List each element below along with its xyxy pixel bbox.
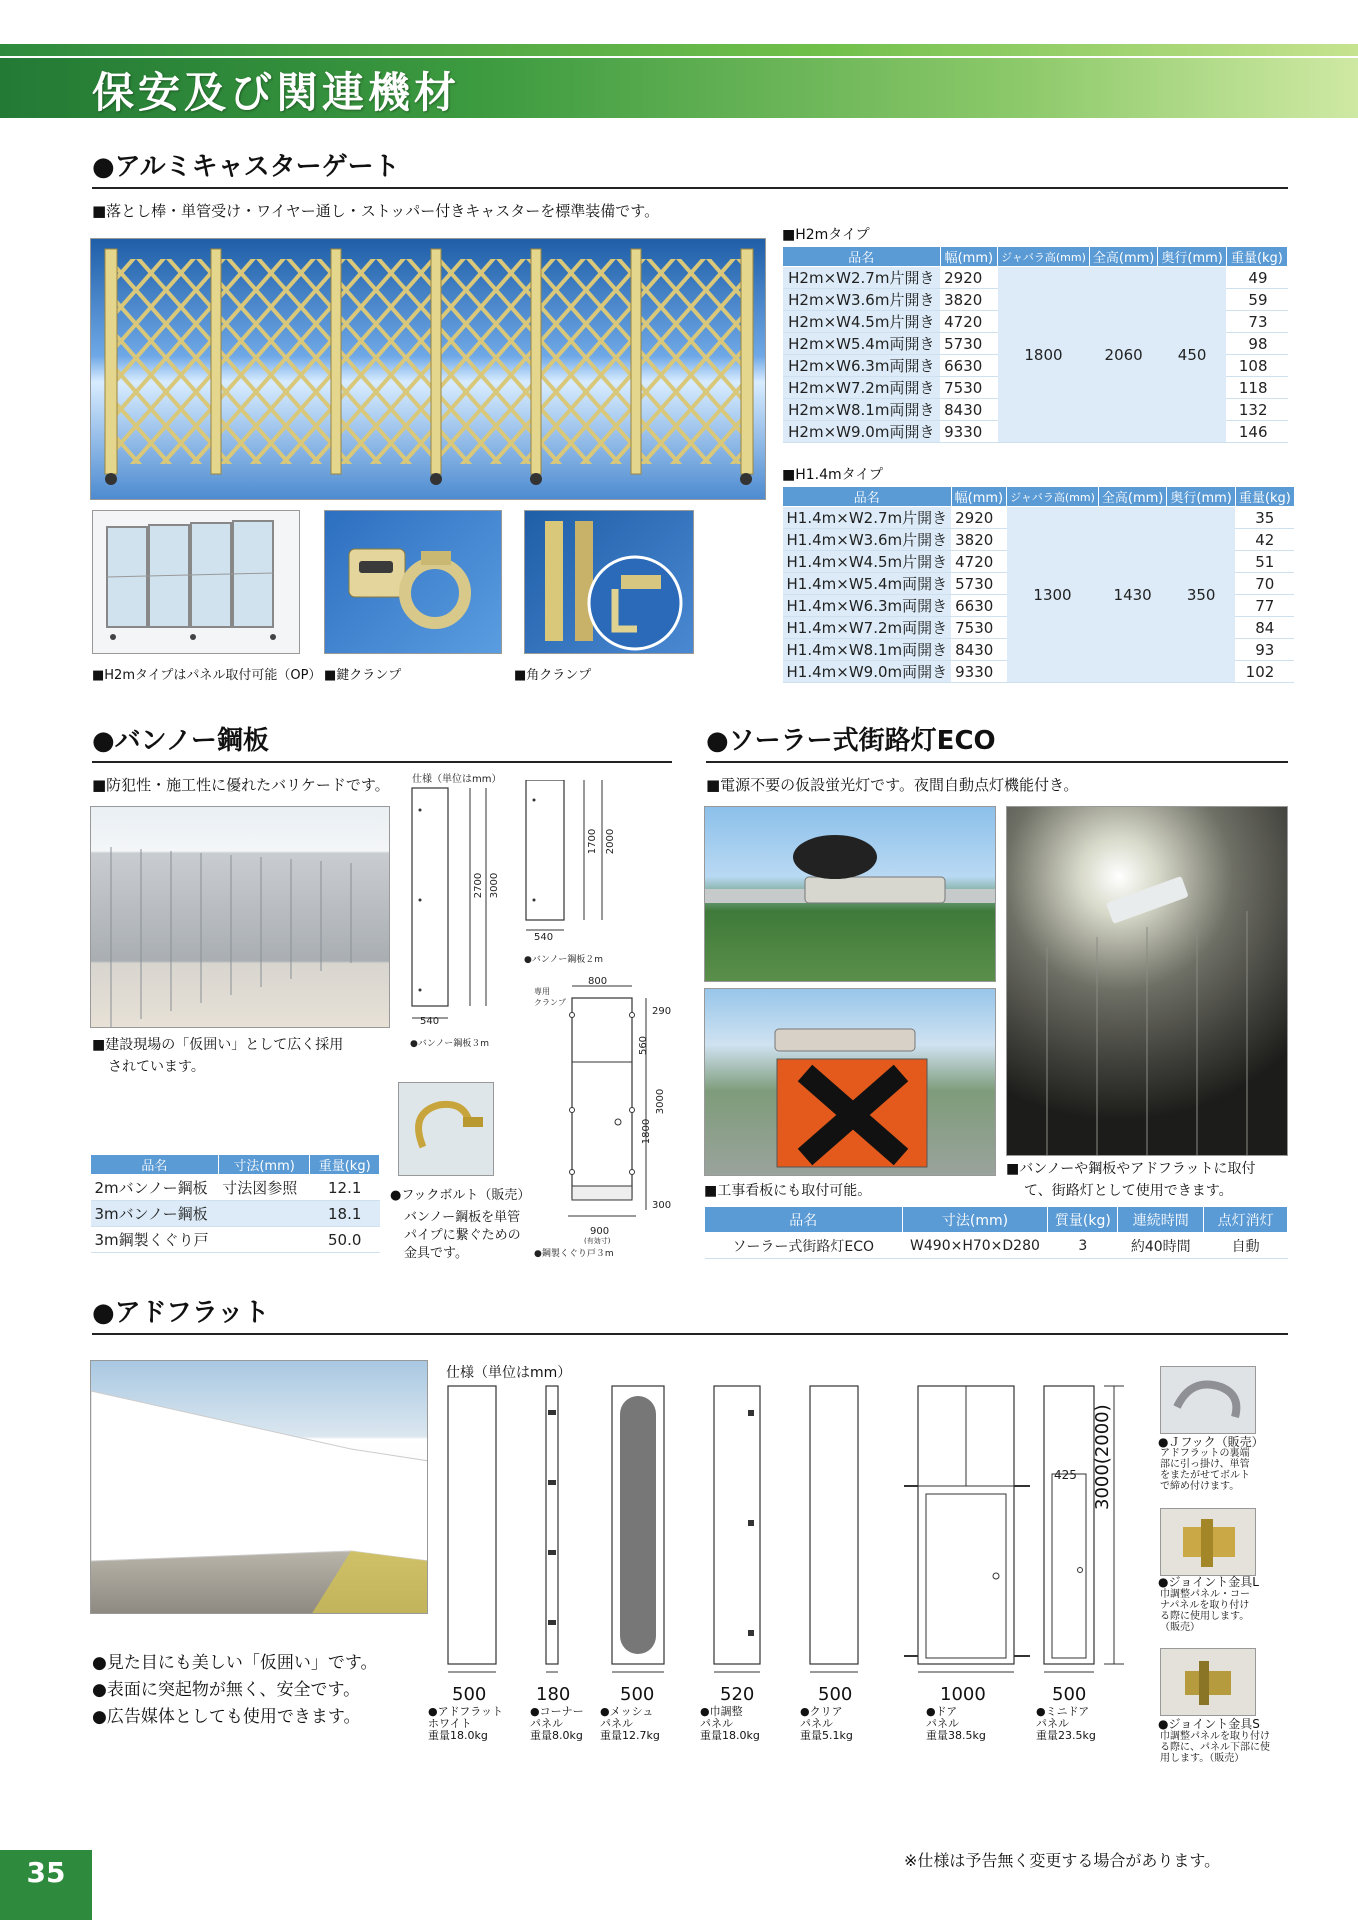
table-row	[705, 1233, 1288, 1259]
cell-name: 3mバンノー鋼板	[91, 1201, 219, 1227]
panel-width-mini-door: 500	[1052, 1684, 1087, 1705]
col-header: 全高(mm)	[1098, 487, 1166, 507]
joint-l-desc: 巾調整パネル・コー ナパネルを取り付け る際に使用します。 （販売）	[1160, 1589, 1250, 1633]
table-header-row	[705, 1207, 1288, 1233]
cell-weight: 98	[1226, 333, 1287, 355]
cell-weight: 77	[1235, 595, 1294, 617]
panel-label-corner: ●コーナー パネル 重量8.0kg	[530, 1705, 584, 1742]
cell-auto: 自動	[1204, 1233, 1288, 1259]
hook-bolt-desc-3: 金具です。	[404, 1246, 468, 1261]
cell-name: H2m×W9.0m両開き	[783, 421, 941, 443]
section-heading-solar: ●ソーラー式街路灯ECO	[706, 720, 1288, 763]
joint-s-title: ●ジョイント金具S	[1158, 1717, 1260, 1731]
cell-width: 4720	[951, 551, 1006, 573]
panel-label-adjust: ●巾調整 パネル 重量18.0kg	[700, 1705, 760, 1742]
cell-name: H2m×W8.1m両開き	[783, 399, 941, 421]
adflat-height-dim: 3000(2000)	[1092, 1404, 1113, 1510]
col-header: 奥行(mm)	[1167, 487, 1235, 507]
adflat-bullet-3: ●広告媒体としても使用できます。	[92, 1707, 361, 1727]
cell-width: 3820	[940, 289, 997, 311]
cell-width: 3820	[951, 529, 1006, 551]
solar-spec-table	[704, 1206, 1288, 1259]
h14-spec-table	[782, 486, 1295, 683]
solar-light-night-photo	[1006, 806, 1288, 1156]
col-header: 重量(kg)	[1226, 247, 1287, 267]
col-header: 点灯消灯	[1204, 1207, 1288, 1233]
cell-name: H1.4m×W2.7m片開き	[783, 507, 952, 529]
j-hook-desc: アドフラットの裏端 部に引っ掛け、単管 をまたがせてボルト で締め付けます。	[1160, 1448, 1250, 1492]
col-header: 幅(mm)	[951, 487, 1006, 507]
page-number: 35	[0, 1850, 92, 1920]
table-header-row	[91, 1155, 380, 1175]
banno-spec-title: 仕様（単位はmm）	[412, 774, 502, 785]
cell-weight: 84	[1235, 617, 1294, 639]
dim-3m-width: 540	[420, 1016, 440, 1027]
dim-3m-h1: 2700	[473, 872, 485, 899]
page-title: 保安及び関連機材	[92, 68, 461, 117]
cell-width: 6630	[940, 355, 997, 377]
section-heading-banno: ●バンノー鋼板	[92, 720, 672, 763]
cell-name: 2mバンノー鋼板	[91, 1175, 219, 1201]
dim-2m-label: ●バンノー鋼板２m	[524, 955, 603, 965]
dim-door-d3: 1800	[641, 1118, 653, 1145]
panel-width-corner: 180	[536, 1684, 571, 1705]
table-header-row	[783, 247, 1288, 267]
cell-jabara: 1800	[998, 267, 1090, 443]
adflat-spec-title: 仕様（単位はmm）	[446, 1365, 572, 1381]
mini-door-width-dim: 425	[1054, 1468, 1077, 1482]
cell-name: H1.4m×W6.3m両開き	[783, 595, 952, 617]
panel-option-photo	[92, 510, 300, 654]
banno-lead-text: ■防犯性・施工性に優れたバリケードです。	[92, 776, 390, 794]
panel-label-white: ●アドフラット ホワイト 重量18.0kg	[428, 1705, 504, 1742]
solar-caption-right-1: ■バンノーや鋼板やアドフラットに取付	[1006, 1161, 1256, 1177]
cell-name: H1.4m×W9.0m両開き	[783, 661, 952, 683]
col-header: 重量(kg)	[310, 1155, 380, 1175]
cell-weight: 93	[1235, 639, 1294, 661]
panel-width-white: 500	[452, 1684, 487, 1705]
cell-width: 9330	[940, 421, 997, 443]
dim-door-d1: 290	[652, 1006, 672, 1017]
gate-lead-text: ■落とし棒・単管受け・ワイヤー通し・ストッパー付きキャスターを標準装備です。	[92, 202, 660, 220]
dim-2m-h2: 2000	[605, 828, 617, 855]
banno-caption-line1: ■建設現場の「仮囲い」として広く採用	[92, 1037, 344, 1053]
dim-door-width: 800	[588, 976, 608, 987]
panel-label-door: ●ドア パネル 重量38.5kg	[926, 1705, 986, 1742]
cell-name: H2m×W6.3m両開き	[783, 355, 941, 377]
table-header-row	[783, 487, 1295, 507]
j-hook-photo	[1160, 1366, 1256, 1434]
joint-s-desc: 巾調整パネルを取り付け る際に、パネル下部に使 用します。（販売）	[1160, 1731, 1270, 1764]
adflat-bullet-1: ●見た目にも美しい「仮囲い」です。	[92, 1653, 378, 1673]
cell-weight: 49	[1226, 267, 1287, 289]
cell-weight: 35	[1235, 507, 1294, 529]
table-row	[783, 267, 1288, 289]
cell-total: 1430	[1098, 507, 1166, 683]
cell-depth: 350	[1167, 507, 1235, 683]
solar-caption-left: ■工事看板にも取付可能。	[704, 1183, 872, 1199]
cell-weight: 51	[1235, 551, 1294, 573]
col-header: 幅(mm)	[940, 247, 997, 267]
cell-size	[218, 1227, 310, 1253]
caption-panel-option: ■H2mタイプはパネル取付可能（OP）	[92, 668, 322, 683]
col-header: ジャバラ高(mm)	[998, 247, 1090, 267]
caption-key-clamp: ■鍵クランプ	[324, 668, 402, 683]
col-header: 品名	[91, 1155, 219, 1175]
cell-depth: 450	[1158, 267, 1226, 443]
solar-lead-text: ■電源不要の仮設蛍光灯です。夜間自動点灯機能付き。	[706, 776, 1079, 794]
cell-size	[218, 1201, 310, 1227]
gate-lattice-illustration	[91, 239, 766, 500]
footer-note: ※仕様は予告無く変更する場合があります。	[904, 1851, 1221, 1870]
panel-label-mini-door: ●ミニドア パネル 重量23.5kg	[1036, 1705, 1096, 1742]
cell-weight: 18.1	[310, 1201, 380, 1227]
cell-total: 2060	[1089, 267, 1157, 443]
dim-3m-label: ●バンノー鋼板３m	[410, 1039, 489, 1049]
cell-width: 7530	[940, 377, 997, 399]
cell-name: H2m×W7.2m両開き	[783, 377, 941, 399]
dim-2m-width: 540	[534, 932, 554, 943]
cell-jabara: 1300	[1007, 507, 1099, 683]
header-stripe	[0, 44, 1358, 56]
solar-light-photo-2	[704, 988, 996, 1176]
col-header: 質量(kg)	[1048, 1207, 1118, 1233]
dim-door-d5: 300	[652, 1200, 672, 1211]
panel-label-clear: ●クリア パネル 重量5.1kg	[800, 1705, 853, 1742]
cell-weight: 12.1	[310, 1175, 380, 1201]
cell-width: 5730	[951, 573, 1006, 595]
cell-width: 8430	[951, 639, 1006, 661]
h2-spec-table	[782, 246, 1288, 443]
cell-width: 2920	[951, 507, 1006, 529]
key-clamp-photo	[324, 510, 502, 654]
table-row	[91, 1175, 380, 1201]
table-row	[91, 1227, 380, 1253]
h2-table-label: ■H2mタイプ	[782, 227, 870, 243]
square-clamp-photo	[524, 510, 694, 654]
col-header: 全高(mm)	[1089, 247, 1157, 267]
gate-photo	[90, 238, 766, 500]
hook-bolt-caption: ●フックボルト（販売）	[390, 1188, 531, 1203]
banno-dimension-drawings	[400, 780, 660, 1280]
dim-2m-h1: 1700	[587, 828, 599, 855]
hook-bolt-desc-2: パイプに繋ぐための	[404, 1228, 521, 1243]
table-row	[783, 507, 1295, 529]
hook-bolt-photo	[398, 1082, 494, 1176]
dim-door-d4: 3000	[655, 1088, 667, 1115]
cell-weight: 132	[1226, 399, 1287, 421]
adflat-photo	[90, 1360, 428, 1614]
cell-name: H1.4m×W7.2m両開き	[783, 617, 952, 639]
adflat-bullet-2: ●表面に突起物が無く、安全です。	[92, 1680, 361, 1700]
h14-table-label: ■H1.4mタイプ	[782, 467, 883, 483]
cell-name: H2m×W2.7m片開き	[783, 267, 941, 289]
col-header: 奥行(mm)	[1158, 247, 1226, 267]
joint-l-title: ●ジョイント金具L	[1158, 1575, 1259, 1589]
panel-width-adjust: 520	[720, 1684, 755, 1705]
cell-weight: 42	[1235, 529, 1294, 551]
cell-width: 2920	[940, 267, 997, 289]
cell-name: H2m×W3.6m片開き	[783, 289, 941, 311]
panel-label-mesh: ●メッシュ パネル 重量12.7kg	[600, 1705, 660, 1742]
cell-weight: 70	[1235, 573, 1294, 595]
cell-name: H1.4m×W3.6m片開き	[783, 529, 952, 551]
col-header: 重量(kg)	[1235, 487, 1294, 507]
cell-weight: 146	[1226, 421, 1287, 443]
cell-width: 4720	[940, 311, 997, 333]
cell-name: H1.4m×W4.5m片開き	[783, 551, 952, 573]
joint-s-photo	[1160, 1648, 1256, 1716]
cell-mass: 3	[1048, 1233, 1118, 1259]
banno-caption-line2: されています。	[108, 1059, 205, 1075]
cell-width: 8430	[940, 399, 997, 421]
dim-door-label: ●鋼製くぐり戸３m	[534, 1249, 614, 1259]
cell-width: 5730	[940, 333, 997, 355]
cell-name: H1.4m×W8.1m両開き	[783, 639, 952, 661]
dim-door-w2: 900	[590, 1226, 610, 1237]
col-header: 寸法(mm)	[902, 1207, 1048, 1233]
cell-weight: 118	[1226, 377, 1287, 399]
adflat-panel-drawings	[440, 1380, 1140, 1700]
cell-width: 7530	[951, 617, 1006, 639]
cell-weight: 50.0	[310, 1227, 380, 1253]
col-header: 連続時間	[1118, 1207, 1204, 1233]
cell-name: 3m鋼製くぐり戸	[91, 1227, 219, 1253]
banno-photo	[90, 806, 390, 1028]
panel-width-door: 1000	[940, 1684, 986, 1705]
cell-size: 寸法図参照	[218, 1175, 310, 1201]
col-header: 品名	[783, 487, 952, 507]
section-heading-adflat: ●アドフラット	[92, 1292, 1288, 1335]
col-header: ジャバラ高(mm)	[1007, 487, 1099, 507]
cell-name: H2m×W5.4m両開き	[783, 333, 941, 355]
j-hook-title: ●Ｊフック（販売）	[1158, 1435, 1264, 1449]
solar-light-photo-1	[704, 806, 996, 982]
cell-size: W490×H70×D280	[902, 1233, 1048, 1259]
cell-hours: 約40時間	[1118, 1233, 1204, 1259]
cell-width: 9330	[951, 661, 1006, 683]
cell-name: ソーラー式街路灯ECO	[705, 1233, 903, 1259]
panel-width-clear: 500	[818, 1684, 853, 1705]
dim-door-d2: 560	[638, 1035, 650, 1056]
dim-door-clamp: 専用 クランプ	[534, 987, 566, 1007]
col-header: 寸法(mm)	[218, 1155, 310, 1175]
table-row	[91, 1201, 380, 1227]
banno-spec-table	[90, 1154, 380, 1253]
cell-weight: 102	[1235, 661, 1294, 683]
col-header: 品名	[705, 1207, 903, 1233]
caption-square-clamp: ■角クランプ	[514, 668, 592, 683]
cell-width: 6630	[951, 595, 1006, 617]
cell-weight: 59	[1226, 289, 1287, 311]
solar-caption-right-2: て、街路灯として使用できます。	[1024, 1183, 1233, 1199]
cell-name: H1.4m×W5.4m両開き	[783, 573, 952, 595]
dim-3m-h2: 3000	[489, 872, 501, 899]
dim-door-w2sub: (有効寸)	[584, 1237, 611, 1245]
cell-weight: 73	[1226, 311, 1287, 333]
section-heading-gate: ●アルミキャスターゲート	[92, 146, 1288, 189]
col-header: 品名	[783, 247, 941, 267]
cell-name: H2m×W4.5m片開き	[783, 311, 941, 333]
hook-bolt-desc-1: バンノー鋼板を単管	[404, 1210, 521, 1225]
cell-weight: 108	[1226, 355, 1287, 377]
panel-width-mesh: 500	[620, 1684, 655, 1705]
joint-l-photo	[1160, 1508, 1256, 1576]
